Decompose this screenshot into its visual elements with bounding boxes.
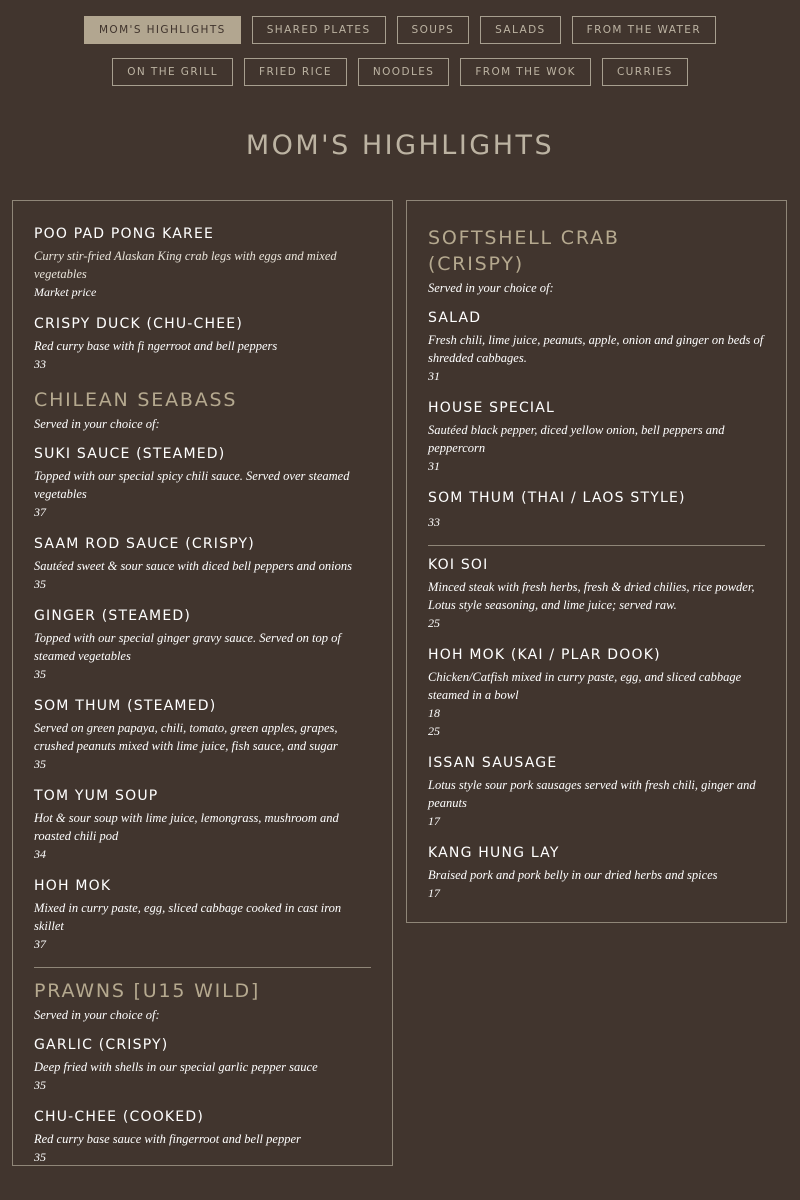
item-description: Fresh chili, lime juice, peanuts, apple, onion and ginger on beds of shredded cabbages. xyxy=(428,333,764,365)
tab-soups[interactable]: SOUPS xyxy=(397,16,470,44)
menu-column-right xyxy=(406,200,787,923)
menu-item xyxy=(428,754,765,830)
item-price: 31 xyxy=(428,369,440,383)
item-description: Served on green papaya, chili, tomato, green apples, grapes, crushed peanuts mixed with lime juice, fish sauce, and sugar xyxy=(34,721,338,753)
item-name: SALAD xyxy=(428,310,482,326)
menu-item xyxy=(428,399,765,475)
item-description: Curry stir-fried Alaskan King crab legs with eggs and mixed vegetables xyxy=(34,249,337,281)
item-price: 35 xyxy=(34,1078,46,1092)
tab-shared-plates[interactable]: SHARED PLATES xyxy=(252,16,386,44)
item-description: Topped with our special ginger gravy sauce. Served on top of steamed vegetables xyxy=(34,631,341,663)
item-price: 35 xyxy=(34,757,46,771)
item-name: HOH MOK (KAI / PLAR DOOK) xyxy=(428,647,661,663)
section-divider xyxy=(428,545,765,546)
item-name: SOM THUM (THAI / LAOS STYLE) xyxy=(428,490,686,506)
item-price: 37 xyxy=(34,937,46,951)
menu-item xyxy=(34,445,371,521)
section-title-line-2: (CRISPY) xyxy=(428,253,525,275)
category-tabs xyxy=(0,16,800,100)
item-price: 31 xyxy=(428,459,440,473)
item-price: Market price xyxy=(34,285,97,299)
tab-from-the-wok[interactable]: FROM THE WOK xyxy=(460,58,591,86)
item-price: 37 xyxy=(34,505,46,519)
item-description: Braised pork and pork belly in our dried herbs and spices xyxy=(428,868,718,882)
item-name: SUKI SAUCE (STEAMED) xyxy=(34,446,226,462)
item-name: HOUSE SPECIAL xyxy=(428,400,556,416)
item-price: 35 xyxy=(34,577,46,591)
menu-item xyxy=(428,556,765,632)
section-title xyxy=(428,225,765,277)
item-price: 25 xyxy=(428,724,440,738)
tab-salads[interactable]: SALADS xyxy=(480,16,560,44)
section-note: Served in your choice of: xyxy=(428,281,554,295)
menu-item xyxy=(428,844,765,902)
menu-item xyxy=(34,535,371,593)
item-name: CHU-CHEE (COOKED) xyxy=(34,1109,204,1125)
section-title: CHILEAN SEABASS xyxy=(34,389,238,411)
item-name: GARLIC (CRISPY) xyxy=(34,1037,169,1053)
menu-item xyxy=(34,877,371,953)
item-name: POO PAD PONG KAREE xyxy=(34,226,215,242)
item-description: Red curry base with fi ngerroot and bell peppers xyxy=(34,339,278,353)
tab-on-the-grill[interactable]: ON THE GRILL xyxy=(112,58,233,86)
section-title: PRAWNS [U15 WILD] xyxy=(34,980,261,1002)
item-name: ISSAN SAUSAGE xyxy=(428,755,558,771)
tab-fried-rice[interactable]: FRIED RICE xyxy=(244,58,347,86)
section-note: Served in your choice of: xyxy=(34,1008,160,1022)
menu-item xyxy=(34,315,371,373)
tab-from-the-water[interactable]: FROM THE WATER xyxy=(572,16,716,44)
menu-item xyxy=(34,1108,371,1166)
menu-column-left xyxy=(12,200,393,1166)
tab-row-2 xyxy=(0,58,800,86)
tab-noodles[interactable]: NOODLES xyxy=(358,58,449,86)
item-description: Red curry base sauce with fingerroot and bell pepper xyxy=(34,1132,301,1146)
item-price: 33 xyxy=(34,357,46,371)
item-name: SOM THUM (STEAMED) xyxy=(34,698,217,714)
item-description: Sautéed black pepper, diced yellow onion, bell peppers and peppercorn xyxy=(428,423,725,455)
item-description: Hot & sour soup with lime juice, lemongrass, mushroom and roasted chili pod xyxy=(34,811,339,843)
tab-curries[interactable]: CURRIES xyxy=(602,58,688,86)
item-price: 17 xyxy=(428,814,440,828)
item-price: 35 xyxy=(34,1150,46,1164)
item-description: Sautéed sweet & sour sauce with diced bell peppers and onions xyxy=(34,559,353,573)
item-description: Deep fried with shells in our special garlic pepper sauce xyxy=(34,1060,318,1074)
section-title-line-1: SOFTSHELL CRAB xyxy=(428,227,620,249)
menu-item xyxy=(34,697,371,773)
item-description: Mixed in curry paste, egg, sliced cabbage cooked in cast iron skillet xyxy=(34,901,342,933)
menu-item xyxy=(34,787,371,863)
menu-item xyxy=(34,225,371,301)
item-price: 25 xyxy=(428,616,440,630)
section-divider xyxy=(34,967,371,968)
item-price: 17 xyxy=(428,886,440,900)
item-name: TOM YUM SOUP xyxy=(34,788,159,804)
section-note: Served in your choice of: xyxy=(34,417,160,431)
item-price: 33 xyxy=(428,515,440,529)
tab-moms-highlights[interactable]: MOM'S HIGHLIGHTS xyxy=(84,16,241,44)
item-name: CRISPY DUCK (CHU-CHEE) xyxy=(34,316,244,332)
menu-item xyxy=(428,309,765,385)
item-name: KANG HUNG LAY xyxy=(428,845,560,861)
item-name: KOI SOI xyxy=(428,557,489,573)
item-name: GINGER (STEAMED) xyxy=(34,608,192,624)
item-price: 18 xyxy=(428,706,440,720)
menu-item xyxy=(34,1036,371,1094)
menu-item xyxy=(428,489,765,531)
item-name: SAAM ROD SAUCE (CRISPY) xyxy=(34,536,255,552)
menu-item xyxy=(428,646,765,740)
item-name: HOH MOK xyxy=(34,878,112,894)
menu-item xyxy=(34,607,371,683)
item-description: Topped with our special spicy chili sauce. Served over steamed vegetables xyxy=(34,469,350,501)
item-price: 34 xyxy=(34,847,46,861)
item-description: Minced steak with fresh herbs, fresh & dried chilies, rice powder, Lotus style seasoning, and lime juice; served raw. xyxy=(428,580,755,612)
page-title: MOM'S HIGHLIGHTS xyxy=(245,130,555,161)
item-price: 35 xyxy=(34,667,46,681)
tab-row-1 xyxy=(0,16,800,44)
item-description: Chicken/Catfish mixed in curry paste, egg, and sliced cabbage steamed in a bowl xyxy=(428,670,742,702)
item-description: Lotus style sour pork sausages served with fresh chili, ginger and peanuts xyxy=(428,778,756,810)
